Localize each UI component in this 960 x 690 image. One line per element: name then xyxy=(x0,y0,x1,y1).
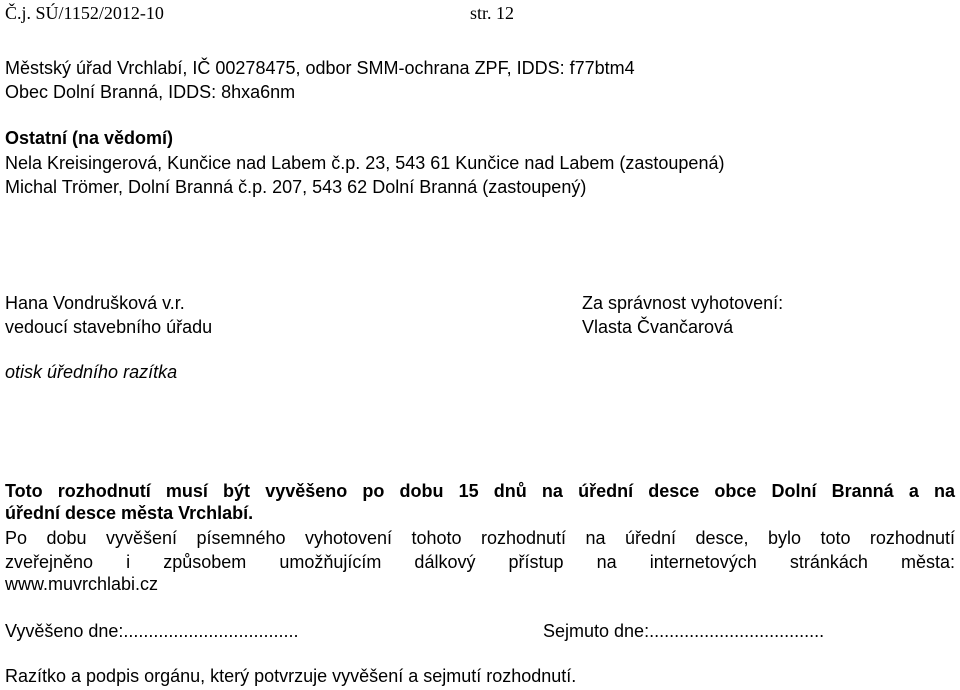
notice-line: zveřejněno i způsobem umožňujícím dálkový přístup na internetových stránkách města: xyxy=(5,552,955,572)
recipient-line: Městský úřad Vrchlabí, IČ 00278475, odbor SMM-ochrana ZPF, IDDS: f77btm4 xyxy=(5,58,635,78)
stamp-signature-line: Razítko a podpis orgánu, který potvrzuje vyvěšení a sejmutí rozhodnutí. xyxy=(5,666,577,686)
others-line: Nela Kreisingerová, Kunčice nad Labem č.p. 23, 543 61 Kunčice nad Labem (zastoupená) xyxy=(5,153,725,173)
correctness-name: Vlasta Čvančarová xyxy=(582,317,734,337)
correctness-label: Za správnost vyhotovení: xyxy=(582,293,784,313)
posted-date-field: Vyvěšeno dne:................................... xyxy=(5,621,299,641)
stamp-note: otisk úředního razítka xyxy=(5,362,178,382)
notice-bold-line: Toto rozhodnutí musí být vyvěšeno po dobu 15 dnů na úřední desce obce Dolní Branná a na xyxy=(5,481,955,501)
notice-line: Po dobu vyvěšení písemného vyhotovení tohoto rozhodnutí na úřední desce, bylo toto rozhodnutí xyxy=(5,528,955,548)
page-number: str. 12 xyxy=(470,3,515,23)
website-text: www.muvrchlabi.cz xyxy=(5,574,159,594)
recipient-line: Obec Dolní Branná, IDDS: 8hxa6nm xyxy=(5,82,296,102)
others-heading: Ostatní (na vědomí) xyxy=(5,128,174,148)
removed-date-field: Sejmuto dne:................................... xyxy=(543,621,825,641)
reference-number: Č.j. SÚ/1152/2012-10 xyxy=(5,3,164,23)
signatory-role: vedoucí stavebního úřadu xyxy=(5,317,213,337)
others-line: Michal Trömer, Dolní Branná č.p. 207, 543 62 Dolní Branná (zastoupený) xyxy=(5,177,587,197)
signatory-name: Hana Vondrušková v.r. xyxy=(5,293,185,313)
notice-bold-line: úřední desce města Vrchlabí. xyxy=(5,503,254,523)
